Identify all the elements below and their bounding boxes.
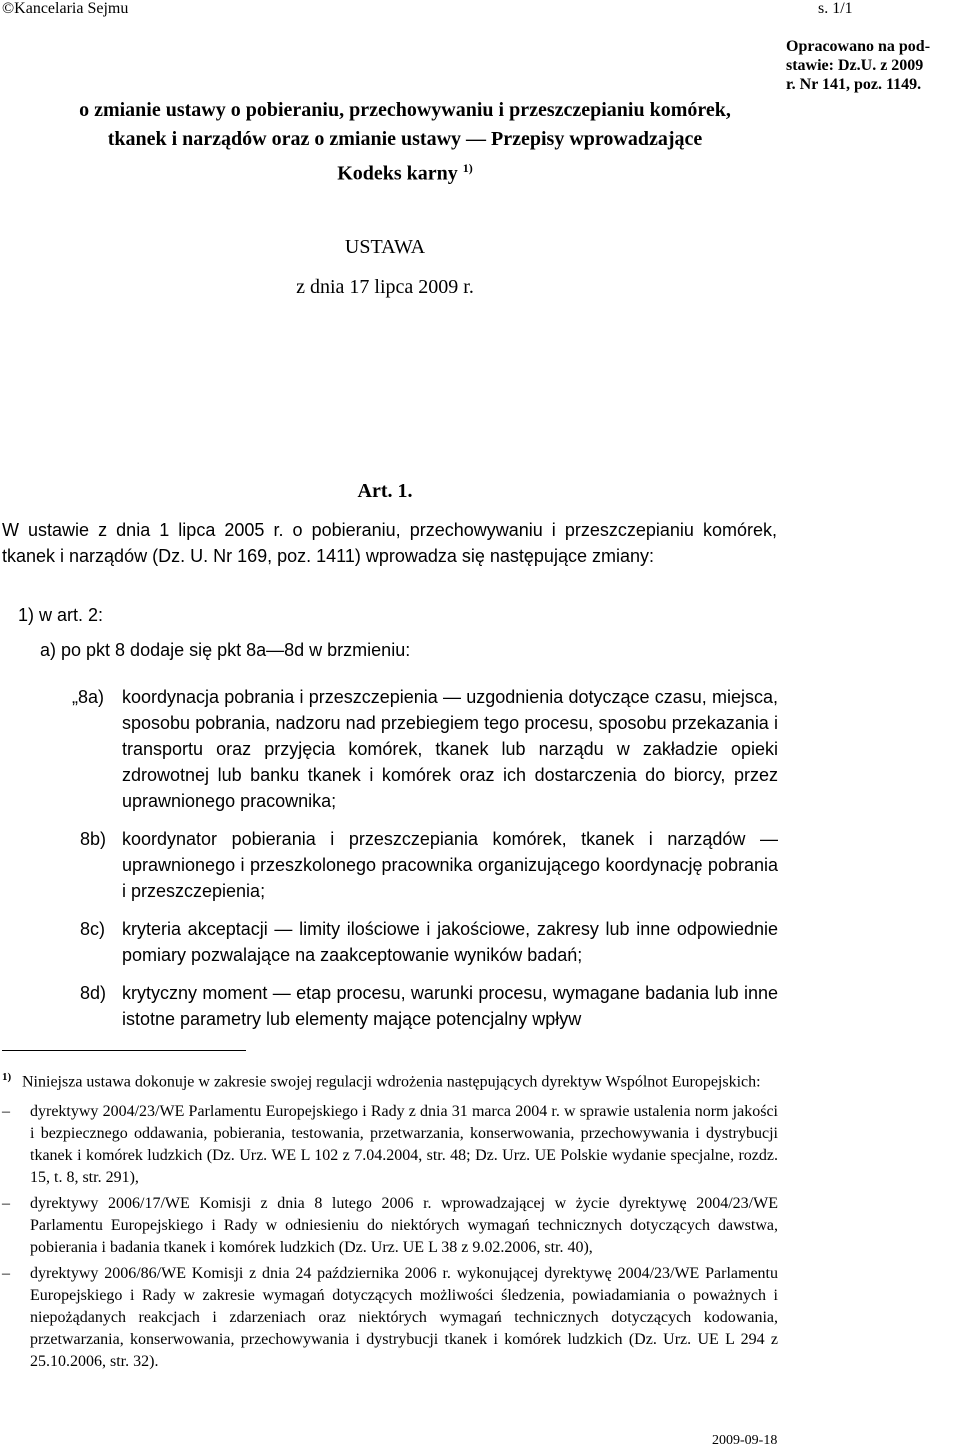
footnote-item <box>2 1263 778 1373</box>
page-number: s. 1/1 <box>818 0 853 17</box>
act-type-title: USTAWA <box>344 236 426 258</box>
footnote-separator <box>2 1050 246 1051</box>
definition-text: krytyczny moment — etap procesu, warunki procesu, wymagane badania lub inne istotne parametry lub elementy mające potencjalny wpływ <box>122 983 778 1029</box>
definition-text: kryteria akceptacji — limity ilościowe i jakościowe, zakresy lub inne odpowiednie pomiary pozwalające na zaakceptowanie wyników badań; <box>122 919 778 965</box>
act-date: z dnia 17 lipca 2009 r. <box>296 276 474 298</box>
definition-label: 8d) <box>80 983 107 1003</box>
header-copyright: ©Kancelaria Sejmu <box>2 0 129 17</box>
definitions-list <box>72 684 778 1044</box>
article-heading: Art. 1. <box>357 480 413 502</box>
source-note-line: stawie: Dz.U. z 2009 <box>786 57 924 74</box>
dash-bullet: – <box>2 1195 10 1213</box>
source-note-line: Opracowano na pod- <box>786 38 931 55</box>
definition-8b <box>80 826 778 904</box>
point-1: 1) w art. 2: <box>18 605 104 625</box>
definition-text: koordynacja pobrania i przeszczepienia — uzgodnienia dotyczące czasu, miejsca, sposobu pobrania, nadzoru nad przebiegiem tego procesu, sposobu przekazania i transportu oraz przyjęcia komórek, tkanek lub narządu w zakładzie opieki zdrowotnej lub banku tkanek i komórek oraz ich dostarczenia do biorcy, przez uprawnionego pracownika; <box>122 687 778 811</box>
definition-label: „8a) <box>72 687 105 707</box>
footnote-mark: 1) <box>2 1071 12 1083</box>
definition-text: koordynator pobierania i przeszczepiania komórek, tkanek i narządów — uprawnionego i przeszkolonego pracownika organizującego koordynację pobrania i przeszczepienia; <box>122 829 778 901</box>
definition-8d <box>80 980 778 1032</box>
footnote-item-text: dyrektywy 2004/23/WE Parlamentu Europejskiego i Rady z dnia 31 marca 2004 r. w sprawie ustalenia norm jakości i bezpiecznego oddawania, pobierania, testowania, przetwarzania, konserwowania, przechowywania i dystrybucji tkanek i komórek ludzkich (Dz. Urz. WE L 102 z 7.04.2004, str. 48; Dz. Urz. UE Polskie wydanie specjalne, rozdz. 15, t. 8, str. 291), <box>30 1103 778 1187</box>
source-note <box>786 37 956 94</box>
source-note-line: r. Nr 141, poz. 1149. <box>786 76 922 93</box>
definition-label: 8b) <box>80 829 107 849</box>
article-intro: W ustawie z dnia 1 lipca 2005 r. o pobieraniu, przechowywaniu i przeszczepianiu komórek, tkanek i narządów (Dz. U. Nr 169, poz. 1411) wprowadza się następujące zmiany: <box>2 520 777 566</box>
footer-date: 2009-09-18 <box>712 1433 778 1448</box>
footnote <box>2 1066 778 1373</box>
point-1a: a) po pkt 8 dodaje się pkt 8a—8d w brzmieniu: <box>40 640 411 660</box>
definition-label: 8c) <box>80 919 106 939</box>
subject-line: o zmianie ustawy o pobieraniu, przechowywaniu i przeszczepianiu komórek, <box>79 99 731 121</box>
footnote-item <box>2 1101 778 1189</box>
dash-bullet: – <box>2 1265 10 1283</box>
dash-bullet: – <box>2 1103 10 1121</box>
subject-line-text: Kodeks karny <box>337 162 458 185</box>
definition-8c <box>80 916 778 968</box>
definition-8a <box>72 684 778 814</box>
footnote-reference[interactable]: 1) <box>462 161 473 175</box>
footnote-item-text: dyrektywy 2006/86/WE Komisji z dnia 24 października 2006 r. wykonującej dyrektywę 2004/23/WE Parlamentu Europejskiego i Rady w zakresie wymagań dotyczących możliwości śledzenia, powiadamiania o poważnych i niepożądanych reakcjach i zdarzeniach oraz niektórych wymagań technicznych dotyczących kodowania, przetwarzania, konserwowania, przechowywania i dystrybucji tkanek i komórek ludzkich (Dz. Urz. UE L 294 z 25.10.2006, str. 32). <box>30 1265 778 1371</box>
footnote-intro-text: Niniejsza ustawa dokonuje w zakresie swojej regulacji wdrożenia następujących dyrektyw Wspólnot Europejskich: <box>22 1073 761 1091</box>
subject-line <box>60 154 750 189</box>
act-subject <box>60 96 750 189</box>
footnote-item <box>2 1193 778 1259</box>
subject-line: tkanek i narządów oraz o zmianie ustawy — Przepisy wprowadzające <box>107 128 703 150</box>
footnote-item-text: dyrektywy 2006/17/WE Komisji z dnia 8 lutego 2006 r. wprowadzającej w życie dyrektywę 2004/23/WE Parlamentu Europejskiego i Rady w odniesieniu do niektórych wymagań technicznych dotyczących dawstwa, pobierania i badania tkanek i komórek ludzkich (Dz. Urz. UE L 38 z 9.02.2006, str. 40), <box>30 1195 778 1257</box>
footnote-intro <box>2 1066 778 1093</box>
